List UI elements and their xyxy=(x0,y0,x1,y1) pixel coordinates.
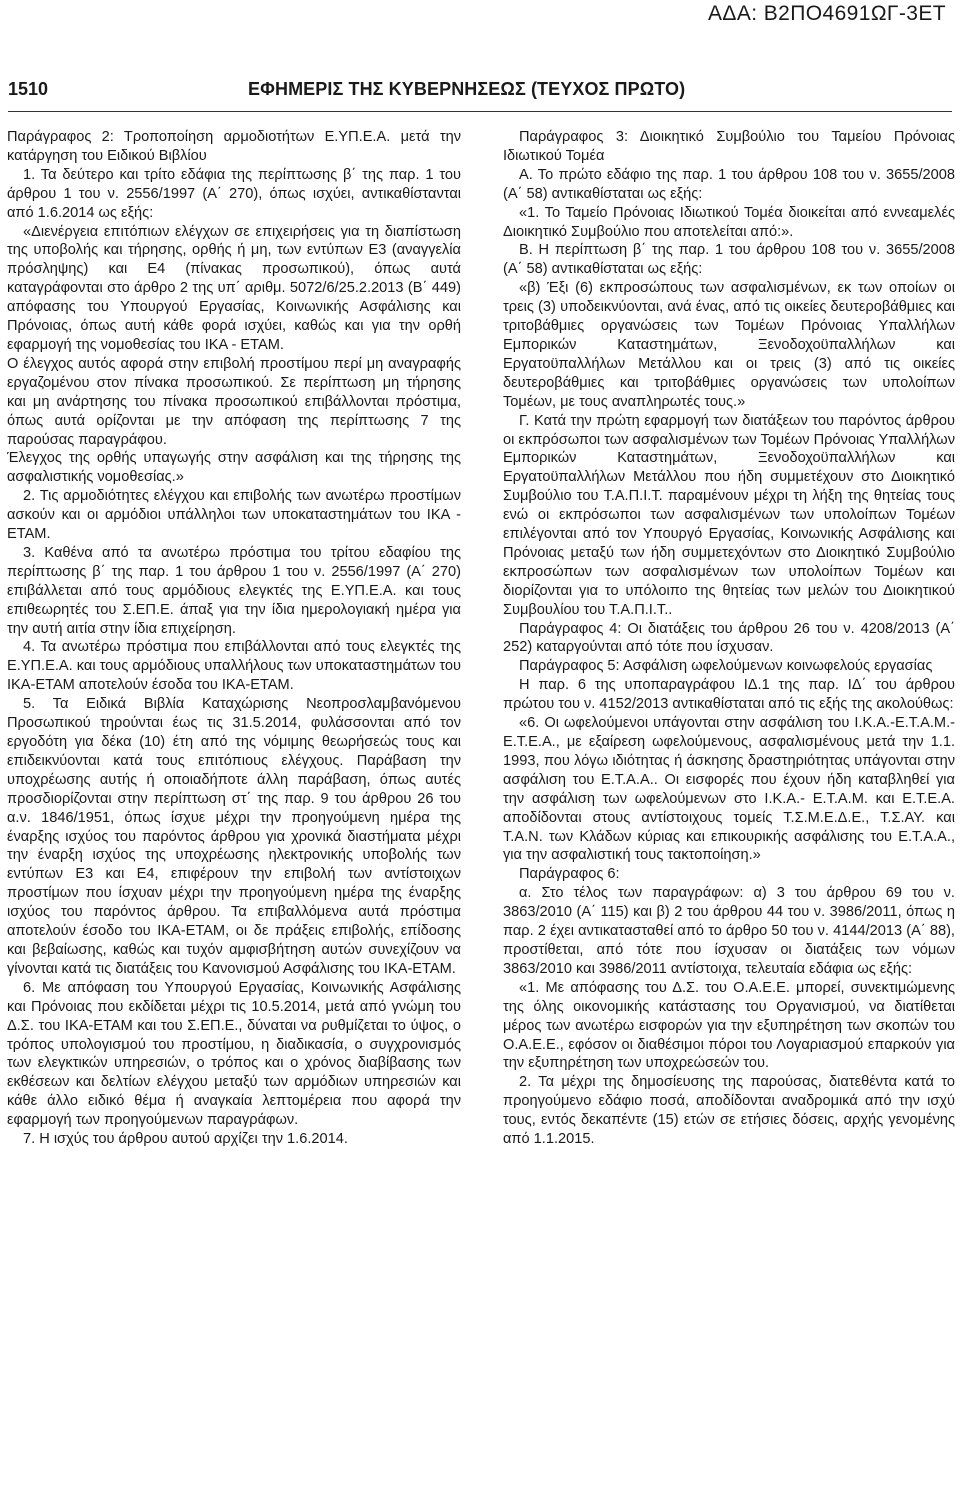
paragraph: «Διενέργεια επιτόπιων ελέγχων σε επιχειρήσεις για τη διαπίστωση της υποβολής και τήρησης, ορθής ή μη, των εντύπων Ε3 (αναγγελία πρόσληψης) και Ε4 (πίνακας προσωπικού), όπως αυτά καταγράφονται στο άρθρο 2 της υπ΄ αριθμ. 5072/6/25.2.2013 (Β΄ 449) απόφασης του Υπουργού Εργασίας, Κοινωνικής Ασφάλισης και Πρόνοιας, όπως αυτή κάθε φορά ισχύει, καθώς και για την ορθή εφαρμογή της νομοθεσίας του ΙΚΑ - ΕΤΑΜ. xyxy=(7,223,461,353)
paragraph: Β. Η περίπτωση β΄ της παρ. 1 του άρθρου 108 του ν. 3655/2008 (Α΄ 58) αντικαθίσταται ως εξής: xyxy=(503,242,955,278)
gazette-title: ΕΦΗΜΕΡΙΣ ΤΗΣ ΚΥΒΕΡΝΗΣΕΩΣ (ΤΕΥΧΟΣ ΠΡΩΤΟ) xyxy=(248,79,686,99)
paragraph: 4. Τα ανωτέρω πρόστιμα που επιβάλλονται από τους ελεγκτές της Ε.ΥΠ.Ε.Α. και τους αρμόδιους υπαλλήλους των υποκαταστημάτων του ΙΚΑ-ΕΤΑΜ αποτελούν έσοδα του ΙΚΑ-ΕΤΑΜ. xyxy=(7,639,461,694)
paragraph: Η παρ. 6 της υποπαραγράφου ΙΔ.1 της παρ. ΙΔ΄ του άρθρου πρώτου του ν. 4152/2013 αντικαθίσταται από τις εξής της ακολούθως: xyxy=(503,677,955,713)
header-divider xyxy=(8,111,952,112)
ada-code: ΑΔΑ: Β2ΠΟ4691ΩΓ-3ΕΤ xyxy=(708,2,946,25)
page-header xyxy=(0,79,960,105)
paragraph: α. Στο τέλος των παραγράφων: α) 3 του άρθρου 69 του ν. 3863/2010 (Α΄ 115) και β) 2 του άρθρου 44 του ν. 3986/2011, όπως η παρ. 2 έχει αντικατασταθεί από το άρθρο 50 του ν. 4144/2013 (Α΄ 88), προστίθεται, από τότε που ίσχυσαν οι διατάξεις των νόμων 3863/2010 και 3986/2011 αντίστοιχα, τελευταία εδάφια ως εξής: xyxy=(503,885,955,977)
left-column xyxy=(7,128,461,1149)
paragraph: Ο έλεγχος αυτός αφορά στην επιβολή προστίμου περί μη αναγραφής εργαζομένου στον πίνακα προσωπικού. Σε περίπτωση μη τήρησης και μη ανάρτησης του πίνακα προσωπικού επιβάλλονται πρόστιμα, όπως αυτά ορίζονται με την απόφαση της περίπτωσης 7 της παρούσας παραγράφου. xyxy=(7,355,461,448)
paragraph: «1. Με απόφασης του Δ.Σ. του Ο.Α.Ε.Ε. μπορεί, συνεκτιμώμενης της όλης οικονομικής κατάστασης του Οργανισμού, να διατίθεται μέρος των ανωτέρω εισφορών για την εξυπηρέτηση των σκοπών του Ο.Α.Ε.Ε., εφόσον οι διαθέσιμοι πόροι του Λογαριασμού επαρκούν για την εξυπηρέτηση των υποχρεώσεών του. xyxy=(503,979,955,1072)
paragraph: 6. Με απόφαση του Υπουργού Εργασίας, Κοινωνικής Ασφάλισης και Πρόνοιας που εκδίδεται μέχρι τις 10.5.2014, μετά από γνώμη του Δ.Σ. του ΙΚΑ-ΕΤΑΜ και του Σ.ΕΠ.Ε., δύναται να ρυθμίζεται το ύψος, ο τρόπος υπολογισμού του προστίμου, η διαδικασία, ο συγχρονισμός των ελεγκτικών υπηρεσιών, ο τρόπος και ο χρόνος διαβίβασης των εκθέσεων και δελτίων ελέγχου μεταξύ των αρμόδιων υπηρεσιών και κάθε άλλο ειδικό θέμα ή αναγκαία λεπτομέρεια που αφορά την εφαρμογή των προηγούμενων παραγράφων. xyxy=(7,979,461,1129)
paragraph-heading: Παράγραφος 5: Ασφάλιση ωφελούμενων κοινωφελούς εργασίας xyxy=(519,658,933,675)
paragraph: 5. Τα Ειδικά Βιβλία Καταχώρισης Νεοπροσλαμβανόμενου Προσωπικού τηρούνται έως τις 31.5.2014, φυλάσσονται από τον εργοδότη για δέκα (10) έτη από της νόμιμης θεωρήσεώς τους και επιδεικνύονται κατά τους επιτόπιους ελέγχους. Παράβαση την υποχρέωσης αυτής ή οποιαδήποτε άλλη παράβαση, όπως αυτές προσδιορίζονται στην περίπτωση στ΄ της παρ. 9 του άρθρου 26 του α.ν. 1846/1951, όπως ίσχυε μέχρι την προηγούμενη ημέρα της έναρξης ισχύος του παρόντος άρθρου για χρονικά διαστήματα μέχρι την έναρξη ισχύος της υποχρέωσης ηλεκτρονικής υποβολής των εντύπων Ε3 και Ε4, επιφέρουν την επιβολή των αντίστοιχων προστίμων που ίσχυαν μέχρι την προηγούμενη ημέρα της έναρξης ισχύος του παρόντος άρθρου. Τα επιβαλλόμενα αυτά πρόστιμα αποτελούν έσοδο του ΙΚΑ-ΕΤΑΜ, οι δε πράξεις επιβολής, επίδοσης και βεβαίωσης, καθώς και τυχόν αμφισβήτηση αυτών συνεχίζουν να γίνονται κατά τις διατάξεις του Κανονισμού Ασφάλισης του ΙΚΑ-ΕΤΑΜ. xyxy=(7,696,461,977)
paragraph: 2. Τα μέχρι της δημοσίευσης της παρούσας, διατεθέντα κατά το προηγούμενο εδάφιο ποσά, αποδίδονται αναδρομικά από την ισχύ τους, εντός δεκαπέντε (15) ετών σε ετήσιες δόσεις, αρχής γενομένης από 1.1.2015. xyxy=(503,1074,955,1148)
page-number: 1510 xyxy=(8,79,49,99)
paragraph: Γ. Κατά την πρώτη εφαρμογή των διατάξεων του παρόντος άρθρου οι εκπρόσωποι των ασφαλισμένων των Τομέων Πρόνοιας Υπαλλήλων Εμπορικών Καταστημάτων, Ξενοδοχοϋπαλλήλων και Εργατοϋπαλλήλων Μετάλλου που ήδη συμμετέχουν στο Διοικητικό Συμβούλιο του Τ.Α.Π.Ι.Τ. παραμένουν μέχρι τη λήξη της θητείας τους ενώ οι εκπρόσωποι των ασφαλισμένων των υπολοίπων Τομέων επιλέγονται από τον Υπουργό Εργασίας, Κοινωνικής Ασφάλισης και Πρόνοιας μεταξύ των ήδη συμμετεχόντων στο Διοικητικό Συμβούλιο εκπροσώπων των ασφαλισμένων των υπολοίπων Τομέων και διορίζονται για το υπόλοιπο της θητείας των μελών του Διοικητικού Συμβουλίου του Τ.Α.Π.Ι.Τ.. xyxy=(503,412,955,618)
paragraph: 7. Η ισχύς του άρθρου αυτού αρχίζει την 1.6.2014. xyxy=(23,1131,348,1148)
paragraph: «β) Έξι (6) εκπροσώπους των ασφαλισμένων, εκ των οποίων οι τρεις (3) υποδεικνύονται, ανά ένας, από τις οικείες δευτεροβάθμιες και τριτοβάθμιες οργανώσεις των Τομέων Πρόνοιας Υπαλλήλων Εμπορικών Καταστημάτων, Ξενοδοχοϋπαλλήλων και Εργατοϋπαλλήλων Μετάλλου και οι τρεις (3) από τις οικείες δευτεροβάθμιες και τριτοβάθμιες οργανώσεις των υπολοίπων Τομέων, με τους αναπληρωτές τους.» xyxy=(503,280,955,410)
paragraph-heading: Παράγραφος 4: Οι διατάξεις του άρθρου 26 του ν. 4208/2013 (Α΄ 252) καταργούνται από τότε που ίσχυσαν. xyxy=(503,620,955,656)
paragraph-heading: Παράγραφος 3: Διοικητικό Συμβούλιο του Ταμείου Πρόνοιας Ιδιωτικού Τομέα xyxy=(503,129,955,164)
paragraph: 3. Καθένα από τα ανωτέρω πρόστιμα του τρίτου εδαφίου της περίπτωσης β΄ της παρ. 1 του άρθρου 1 του ν. 2556/1997 (Α΄ 270) επιβάλλεται από τους αρμόδιους ελεγκτές της Ε.ΥΠ.Ε.Α. και τους επιθεωρητές του Σ.ΕΠ.Ε. άπαξ για την ίδια ημερολογιακή ημέρα για την αυτή αιτία στην ίδια επιχείρηση. xyxy=(7,544,461,637)
right-column xyxy=(503,128,955,1149)
paragraph: Α. Το πρώτο εδάφιο της παρ. 1 του άρθρου 108 του ν. 3655/2008 (Α΄ 58) αντικαθίσταται ως εξής: xyxy=(503,166,955,202)
paragraph-heading: Παράγραφος 2: Τροποποίηση αρμοδιοτήτων Ε.ΥΠ.Ε.Α. μετά την κατάργηση του Ειδικού Βιβλίου xyxy=(7,129,461,164)
paragraph-heading: Παράγραφος 6: xyxy=(519,866,620,883)
paragraph: «1. Το Ταμείο Πρόνοιας Ιδιωτικού Τομέα διοικείται από εννεαμελές Διοικητικό Συμβούλιο που αποτελείται από:». xyxy=(503,204,955,240)
paragraph: 1. Τα δεύτερο και τρίτο εδάφια της περίπτωσης β΄ της παρ. 1 του άρθρου 1 του ν. 2556/1997 (Α΄ 270), όπως ισχύει, αντικαθίστανται από 1.6.2014 ως εξής: xyxy=(7,166,461,221)
paragraph: «6. Οι ωφελούμενοι υπάγονται στην ασφάλιση του Ι.Κ.Α.-Ε.Τ.Α.Μ.- Ε.Τ.Ε.Α., με εξαίρεση ωφελούμενους, ασφαλισμένους μετά την 1.1. 1993, που λόγω ιδιότητας ή άσκησης δραστηριότητας υπάγονται στην ασφάλιση του Ε.Τ.Α.Α.. Οι εισφορές που έχουν ήδη καταβληθεί για την ασφάλιση των ωφελούμενων στο Ι.Κ.Α.- Ε.Τ.Α.Μ. και Ε.Τ.Ε.Α. αποδίδονται στους αντίστοιχους τομείς Τ.Σ.Μ.Ε.Δ.Ε., Τ.Σ.ΑΥ. και Τ.Α.Ν. των Κλάδων κύριας και επικουρικής ασφάλισης του Ε.Τ.Α.Α., για την ασφαλιστική τους τακτοποίηση.» xyxy=(503,715,955,864)
paragraph: 2. Τις αρμοδιότητες ελέγχου και επιβολής των ανωτέρω προστίμων ασκούν και οι αρμόδιοι υπάλληλοι των υποκαταστημάτων του ΙΚΑ - ΕΤΑΜ. xyxy=(7,488,461,543)
paragraph: Έλεγχος της ορθής υπαγωγής στην ασφάλιση και της τήρησης της ασφαλιστικής νομοθεσίας.» xyxy=(7,450,461,486)
